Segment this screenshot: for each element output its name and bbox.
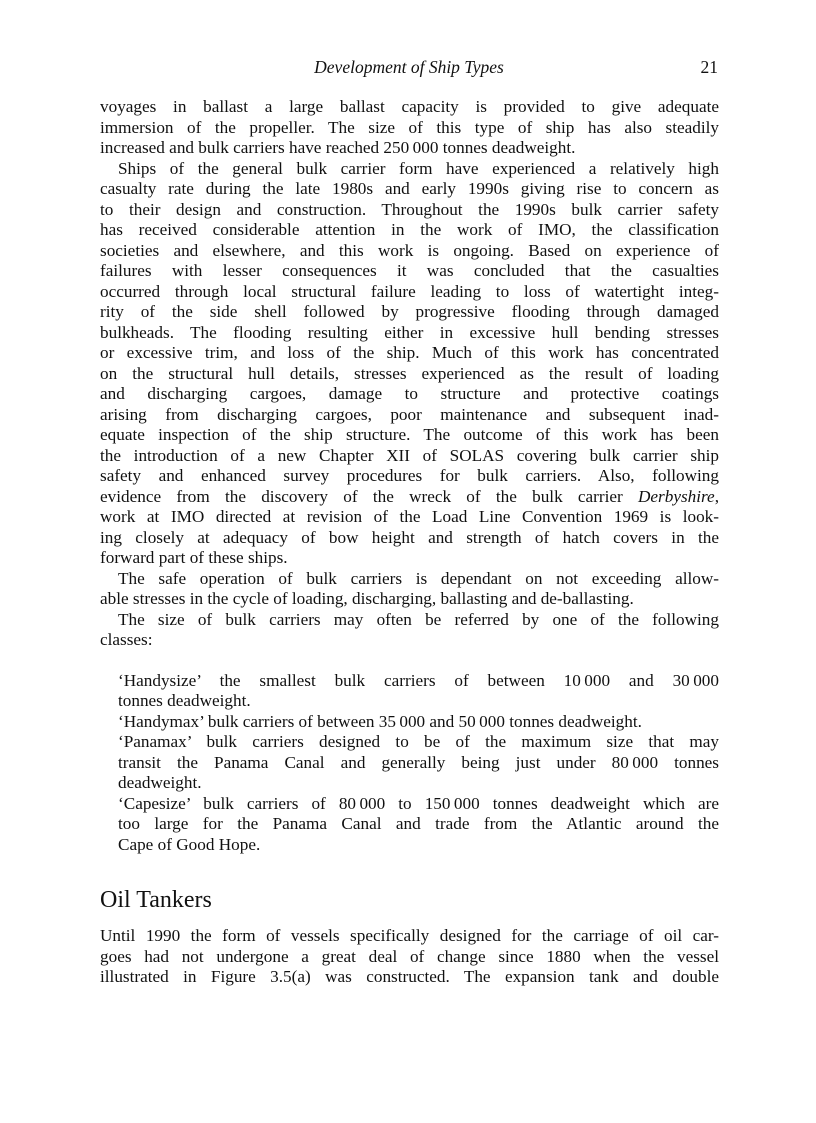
text-line: failures with lesser consequences it was concluded that the casualties: [100, 261, 719, 280]
section-heading-oil-tankers: Oil Tankers: [100, 887, 212, 913]
text-line: the introduction of a new Chapter XII of SOLAS covering bulk carrier ship: [100, 445, 719, 465]
text-line: ‘Capesize’ bulk carriers of 80 000 to 150 000 tonnes deadweight which are: [118, 793, 719, 813]
text-line: [100, 487, 719, 508]
text-line: occurred through local structural failure leading to loss of watertight integ-: [100, 281, 719, 301]
text-line: rity of the side shell followed by progressive flooding through damaged: [100, 302, 719, 321]
class-list-item: [118, 671, 719, 712]
bulk-carrier-classes-list: [100, 671, 719, 856]
paragraph: [100, 97, 719, 159]
text-line: forward part of these ships.: [100, 548, 288, 567]
italic-ship-name: Derbyshire: [638, 486, 715, 506]
bulk-carrier-text: [100, 97, 719, 651]
text-line: goes had not undergone a great deal of change since 1880 when the vessel: [100, 946, 719, 966]
text-line: able stresses in the cycle of loading, discharging, ballasting and de-ballasting.: [100, 589, 634, 608]
class-list-item: [118, 794, 719, 856]
text-line: equate inspection of the ship structure. The outcome of this work has been: [100, 425, 719, 444]
class-list-item: [118, 712, 719, 733]
text-line: has received considerable attention in the work of IMO, the classification: [100, 220, 719, 239]
text-segment: evidence from the discovery of the wreck of the bulk carrier: [100, 486, 638, 506]
page-body: [100, 97, 719, 988]
class-list-item: [118, 732, 719, 794]
text-line: transit the Panama Canal and generally being just under 80 000 tonnes: [118, 752, 719, 772]
text-line: to their design and construction. Throughout the 1990s bulk carrier safety: [100, 199, 719, 219]
text-line: The size of bulk carriers may often be referred by one of the following: [118, 609, 719, 629]
text-line: deadweight.: [118, 773, 202, 792]
text-line: immersion of the propeller. The size of this type of ship has also steadily: [100, 117, 719, 137]
text-line: casualty rate during the late 1980s and early 1990s giving rise to concern as: [100, 179, 719, 198]
page-number: 21: [700, 57, 718, 77]
text-line: societies and elsewhere, and this work is ongoing. Based on experience of: [100, 240, 719, 260]
running-header-title: Development of Ship Types: [314, 57, 504, 77]
text-line: illustrated in Figure 3.5(a) was constructed. The expansion tank and double: [100, 967, 719, 986]
text-line: Ships of the general bulk carrier form have experienced a relatively high: [118, 158, 719, 178]
text-line: increased and bulk carriers have reached 250 000 tonnes deadweight.: [100, 138, 576, 157]
text-line: safety and enhanced survey procedures for bulk carriers. Also, following: [100, 466, 719, 485]
text-line: too large for the Panama Canal and trade from the Atlantic around the: [118, 814, 719, 833]
text-line: Until 1990 the form of vessels specifically designed for the carriage of oil car-: [100, 926, 719, 945]
text-line: voyages in ballast a large ballast capacity is provided to give adequate: [100, 97, 719, 116]
text-line: tonnes deadweight.: [118, 691, 251, 710]
text-line: or excessive trim, and loss of the ship. Much of this work has concentrated: [100, 343, 719, 362]
paragraph: [100, 569, 719, 610]
text-line: Cape of Good Hope.: [118, 834, 261, 854]
text-line: work at IMO directed at revision of the Load Line Convention 1969 is look-: [100, 507, 719, 526]
text-line: arising from discharging cargoes, poor maintenance and subsequent inad-: [100, 404, 719, 424]
text-line: bulkheads. The flooding resulting either in excessive hull bending stresses: [100, 322, 719, 342]
text-line: The safe operation of bulk carriers is dependant on not exceeding allow-: [118, 568, 719, 588]
text-line: ing closely at adequacy of bow height and strength of hatch covers in the: [100, 527, 719, 547]
text-line: ‘Handysize’ the smallest bulk carriers of between 10 000 and 30 000: [118, 670, 719, 690]
text-line: ‘Panamax’ bulk carriers designed to be of the maximum size that may: [118, 732, 719, 751]
paragraph: [100, 610, 719, 651]
text-line: and discharging cargoes, damage to structure and protective coatings: [100, 384, 719, 403]
oil-tankers-paragraph: [100, 926, 719, 988]
text-line: on the structural hull details, stresses experienced as the result of loading: [100, 363, 719, 383]
text-line: classes:: [100, 630, 153, 649]
text-line: ‘Handymax’ bulk carriers of between 35 000 and 50 000 tonnes deadweight.: [118, 711, 642, 731]
paragraph: [100, 159, 719, 569]
text-segment: ,: [714, 486, 719, 506]
